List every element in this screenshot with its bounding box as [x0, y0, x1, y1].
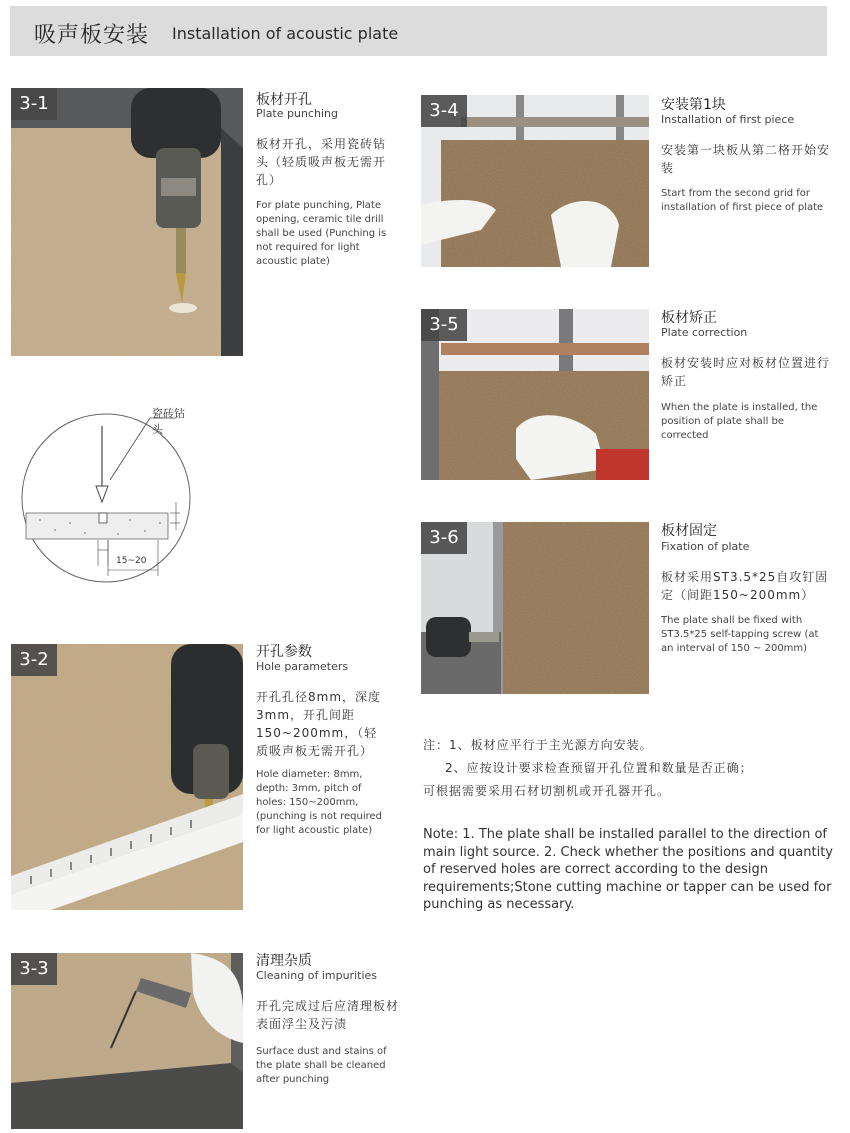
step-tag: 3-3: [11, 953, 57, 985]
step-title-zh: 开孔参数: [256, 644, 312, 660]
page-header: [10, 6, 827, 56]
header-title-zh: 吸声板安装: [34, 23, 150, 48]
step-tag: 3-2: [11, 644, 57, 676]
step-title-zh: 板材矫正: [661, 310, 717, 326]
step-title-en: Hole parameters: [256, 660, 349, 673]
photo-first-piece: [421, 95, 649, 267]
step-desc-zh: 板材开孔，采用瓷砖钻头（轻质吸声板无需开孔）: [256, 137, 387, 187]
step-title-en: Plate correction: [661, 326, 748, 339]
step-desc-en: Surface dust and stains of the plate shall be cleaned after punching: [256, 1046, 387, 1085]
step-tag: 3-6: [421, 522, 467, 554]
step-tag: 3-5: [421, 309, 467, 341]
photo-hole-parameters: [11, 644, 243, 910]
photo-plate-correction: [421, 309, 649, 480]
step-title-zh: 板材固定: [661, 523, 717, 539]
drill-diagram: [20, 390, 192, 606]
step-title-en: Installation of first piece: [661, 113, 795, 126]
diagram-label: 瓷砖钻头: [152, 407, 185, 436]
step-desc-en: Start from the second grid for installation of first piece of plate: [661, 188, 824, 213]
photo-cleaning: [11, 953, 243, 1129]
step-desc-zh: 安装第一块板从第二格开始安装: [661, 143, 831, 175]
photo-plate-punching: [11, 88, 243, 356]
header-title-en: Installation of acoustic plate: [172, 24, 399, 43]
step-title-zh: 安装第1块: [661, 97, 726, 113]
step-desc-zh: 开孔完成过后应清理板材表面浮尘及污渍: [256, 999, 400, 1031]
note-zh-3: 可根据需要采用石材切割机或开孔器开孔。: [423, 784, 671, 798]
note-en: Note: 1. The plate shall be installed parallel to the direction of main light source. 2. Check whether the positions and quantity of reserved holes are correct according to the design requirements;Stone cutting machine or tapper can be used for punching as necessary.: [423, 827, 833, 912]
step-tag: 3-1: [11, 88, 57, 120]
step-title-zh: 清理杂质: [256, 953, 312, 969]
step-desc-zh: 板材安装时应对板材位置进行矫正: [661, 356, 831, 388]
step-desc-en: Hole diameter: 8mm, depth: 3mm, pitch of holes: 150~200mm, (punching is not required for light acoustic plate): [256, 769, 383, 836]
step-title-en: Plate punching: [256, 107, 338, 120]
step-desc-en: When the plate is installed, the position of plate shall be corrected: [661, 402, 818, 441]
step-desc-zh: 开孔孔径8mm，深度3mm，开孔间距150~200mm，（轻质吸声板无需开孔）: [256, 690, 382, 758]
step-tag: 3-4: [421, 95, 467, 127]
step-title-en: Fixation of plate: [661, 540, 750, 553]
step-title-zh: 板材开孔: [256, 92, 312, 108]
note-zh-1: 注：1、板材应平行于主光源方向安装。: [423, 738, 653, 752]
diagram-dimension: 15~20: [116, 556, 147, 566]
step-desc-zh: 板材采用ST3.5*25自攻钉固定（间距150~200mm）: [661, 570, 829, 602]
note-zh-2: 2、应按设计要求检查预留开孔位置和数量是否正确；: [445, 761, 753, 775]
step-desc-en: The plate shall be fixed with ST3.5*25 self-tapping screw (at an interval of 150 ~ 200mm): [661, 615, 819, 654]
photo-fixation: [421, 522, 649, 694]
step-title-en: Cleaning of impurities: [256, 969, 377, 982]
step-desc-en: For plate punching, Plate opening, ceramic tile drill shall be used (Punching is not required for light acoustic plate): [256, 200, 387, 267]
